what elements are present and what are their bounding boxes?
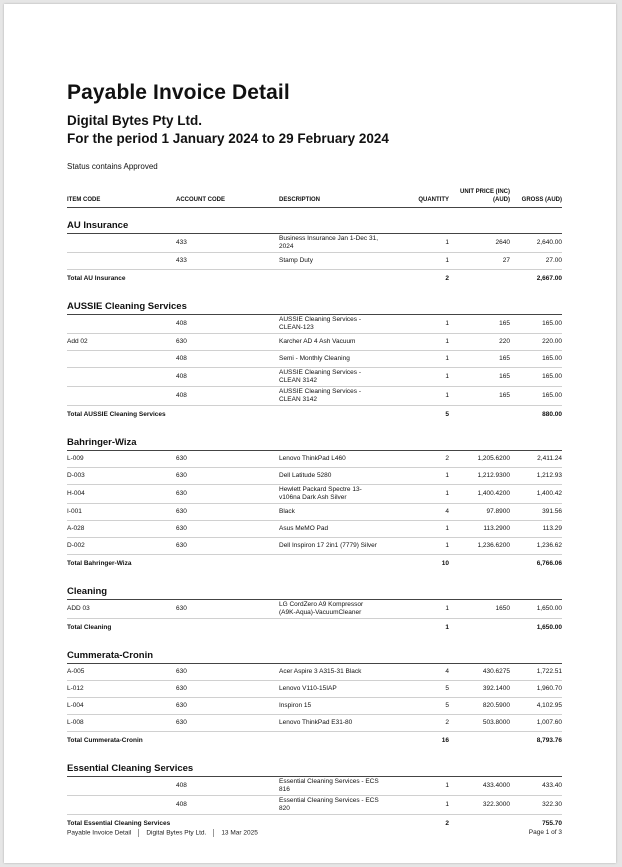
gross-cell: 322.30 [510, 796, 562, 815]
report-title: Payable Invoice Detail [67, 81, 290, 104]
group-header-row [67, 574, 562, 600]
quantity-cell: 2 [389, 715, 449, 732]
gross-cell: 2,411.24 [510, 451, 562, 468]
group-total-label: Total AUSSIE Cleaning Services [67, 411, 166, 418]
description-cell: Lenovo ThinkPad L460 [279, 451, 389, 468]
account-code-cell: 408 [176, 351, 279, 368]
quantity-cell: 1 [389, 387, 449, 406]
report-period: For the period 1 January 2024 to 29 February 2024 [67, 131, 389, 146]
item-code-cell: L-012 [67, 681, 176, 698]
group-name: Cleaning [67, 574, 562, 600]
item-code-cell [67, 253, 176, 270]
gross-cell: 165.00 [510, 315, 562, 334]
unit-price-cell: 165 [449, 368, 510, 387]
invoice-table [67, 189, 562, 834]
table-row [67, 368, 562, 387]
group-total-label: Total Cleaning [67, 624, 112, 631]
group-total-gross: 1,650.00 [536, 624, 562, 631]
account-code-cell: 630 [176, 715, 279, 732]
gross-cell: 165.00 [510, 351, 562, 368]
gross-cell: 1,960.70 [510, 681, 562, 698]
quantity-cell: 4 [389, 504, 449, 521]
item-code-cell [67, 351, 176, 368]
footer-organisation: Digital Bytes Pty Ltd. [146, 829, 207, 837]
item-code-cell: L-004 [67, 698, 176, 715]
table-row [67, 664, 562, 681]
gross-cell: 1,007.60 [510, 715, 562, 732]
item-code-cell: Add 02 [67, 334, 176, 351]
description-cell: Inspiron 15 [279, 698, 389, 715]
group-header-row [67, 425, 562, 451]
account-code-cell: 630 [176, 681, 279, 698]
unit-price-cell: 113.2900 [449, 521, 510, 538]
group-total-row [67, 732, 562, 752]
unit-price-cell: 503.8000 [449, 715, 510, 732]
item-code-cell: D-002 [67, 538, 176, 555]
table-row [67, 796, 562, 815]
table-row [67, 315, 562, 334]
organisation-name: Digital Bytes Pty Ltd. [67, 113, 203, 128]
account-code-cell: 630 [176, 600, 279, 619]
account-code-cell: 408 [176, 387, 279, 406]
group-total-spacer [449, 406, 510, 426]
group-name: AUSSIE Cleaning Services [67, 289, 562, 315]
group-total-quantity: 16 [441, 737, 449, 744]
table-row [67, 234, 562, 253]
gross-cell: 433.40 [510, 777, 562, 796]
table-row [67, 504, 562, 521]
item-code-cell [67, 777, 176, 796]
unit-price-cell: 392.1400 [449, 681, 510, 698]
gross-cell: 1,722.51 [510, 664, 562, 681]
group-total-spacer [449, 270, 510, 290]
item-code-cell: ADD 03 [67, 600, 176, 619]
item-code-cell [67, 368, 176, 387]
group-total-gross: 755.70 [542, 820, 562, 827]
group-total-gross: 6,766.06 [536, 560, 562, 567]
description-cell: Hewlett Packard Spectre 13-v106na Dark Ash Silver [279, 485, 389, 504]
group-total-quantity: 2 [445, 275, 449, 282]
item-code-cell [67, 387, 176, 406]
unit-price-cell: 2640 [449, 234, 510, 253]
description-cell: Essential Cleaning Services - ECS 816 [279, 777, 389, 796]
unit-price-cell: 322.3000 [449, 796, 510, 815]
group-total-quantity: 10 [441, 560, 449, 567]
unit-price-cell: 27 [449, 253, 510, 270]
table-row [67, 715, 562, 732]
quantity-cell: 1 [389, 538, 449, 555]
group-total-row [67, 619, 562, 639]
account-code-cell: 630 [176, 664, 279, 681]
account-code-cell: 630 [176, 451, 279, 468]
description-cell: Essential Cleaning Services - ECS 820 [279, 796, 389, 815]
table-row [67, 521, 562, 538]
quantity-cell: 1 [389, 777, 449, 796]
description-cell: Asus MeMO Pad [279, 521, 389, 538]
group-name: Essential Cleaning Services [67, 751, 562, 777]
unit-price-cell: 430.6275 [449, 664, 510, 681]
description-cell: Acer Aspire 3 A315-31 Black [279, 664, 389, 681]
footer-divider [213, 829, 214, 837]
gross-cell: 4,102.95 [510, 698, 562, 715]
quantity-cell: 1 [389, 796, 449, 815]
item-code-cell: D-003 [67, 468, 176, 485]
group-header-row [67, 208, 562, 234]
item-code-cell [67, 796, 176, 815]
account-code-cell: 433 [176, 234, 279, 253]
account-code-cell: 408 [176, 315, 279, 334]
gross-cell: 165.00 [510, 387, 562, 406]
table-row [67, 351, 562, 368]
col-description: DESCRIPTION [279, 189, 389, 208]
account-code-cell: 408 [176, 796, 279, 815]
description-cell: AUSSIE Cleaning Services - CLEAN-123 [279, 315, 389, 334]
account-code-cell: 630 [176, 538, 279, 555]
table-row [67, 485, 562, 504]
table-row [67, 451, 562, 468]
group-total-spacer [449, 619, 510, 639]
quantity-cell: 1 [389, 234, 449, 253]
account-code-cell: 630 [176, 485, 279, 504]
table-row [67, 600, 562, 619]
quantity-cell: 5 [389, 698, 449, 715]
item-code-cell: I-001 [67, 504, 176, 521]
group-total-row [67, 406, 562, 426]
unit-price-cell: 165 [449, 351, 510, 368]
group-total-quantity: 1 [445, 624, 449, 631]
group-total-label: Total AU Insurance [67, 275, 126, 282]
item-code-cell: A-005 [67, 664, 176, 681]
group-total-label: Total Essential Cleaning Services [67, 820, 171, 827]
account-code-cell: 630 [176, 468, 279, 485]
report-page [4, 4, 616, 863]
quantity-cell: 4 [389, 664, 449, 681]
group-total-label: Total Cummerata-Cronin [67, 737, 143, 744]
group-total-gross: 8,793.76 [536, 737, 562, 744]
group-header-row [67, 638, 562, 664]
gross-cell: 113.29 [510, 521, 562, 538]
footer-divider [138, 829, 139, 837]
unit-price-cell: 1,236.6200 [449, 538, 510, 555]
item-code-cell: L-008 [67, 715, 176, 732]
status-filter: Status contains Approved [67, 162, 158, 171]
quantity-cell: 5 [389, 681, 449, 698]
group-name: AU Insurance [67, 208, 562, 234]
group-header-row [67, 289, 562, 315]
col-item-code: ITEM CODE [67, 189, 176, 208]
table-row [67, 777, 562, 796]
unit-price-cell: 1,212.9300 [449, 468, 510, 485]
group-total-gross: 880.00 [542, 411, 562, 418]
unit-price-cell: 1,205.6200 [449, 451, 510, 468]
account-code-cell: 408 [176, 777, 279, 796]
item-code-cell: L-009 [67, 451, 176, 468]
table-body [67, 208, 562, 835]
group-total-spacer [449, 555, 510, 575]
table-header-row [67, 189, 562, 208]
table-row [67, 334, 562, 351]
description-cell: AUSSIE Cleaning Services - CLEAN 3142 [279, 387, 389, 406]
quantity-cell: 1 [389, 351, 449, 368]
account-code-cell: 408 [176, 368, 279, 387]
quantity-cell: 1 [389, 368, 449, 387]
group-total-quantity: 2 [445, 820, 449, 827]
group-header-row [67, 751, 562, 777]
col-account-code: ACCOUNT CODE [176, 189, 279, 208]
description-cell: Black [279, 504, 389, 521]
description-cell: LG CordZero A9 Kompressor (A9K-Aqua)-VacuumCleaner [279, 600, 389, 619]
account-code-cell: 630 [176, 334, 279, 351]
description-cell: Dell Inspiron 17 2in1 (7779) Silver [279, 538, 389, 555]
account-code-cell: 630 [176, 521, 279, 538]
quantity-cell: 1 [389, 468, 449, 485]
gross-cell: 1,212.93 [510, 468, 562, 485]
table-row [67, 681, 562, 698]
unit-price-cell: 97.8900 [449, 504, 510, 521]
quantity-cell: 2 [389, 451, 449, 468]
group-total-gross: 2,667.00 [536, 275, 562, 282]
gross-cell: 220.00 [510, 334, 562, 351]
quantity-cell: 1 [389, 315, 449, 334]
description-cell: Business Insurance Jan 1-Dec 31, 2024 [279, 234, 389, 253]
unit-price-cell: 165 [449, 315, 510, 334]
item-code-cell: A-028 [67, 521, 176, 538]
unit-price-cell: 1,400.4200 [449, 485, 510, 504]
gross-cell: 2,640.00 [510, 234, 562, 253]
description-cell: Stamp Duty [279, 253, 389, 270]
group-total-quantity: 5 [445, 411, 449, 418]
gross-cell: 391.56 [510, 504, 562, 521]
gross-cell: 1,650.00 [510, 600, 562, 619]
table-row [67, 468, 562, 485]
description-cell: AUSSIE Cleaning Services - CLEAN 3142 [279, 368, 389, 387]
unit-price-cell: 820.5900 [449, 698, 510, 715]
group-name: Bahringer-Wiza [67, 425, 562, 451]
description-cell: Dell Latitude 5280 [279, 468, 389, 485]
footer-report-name: Payable Invoice Detail [67, 829, 132, 837]
unit-price-cell: 433.4000 [449, 777, 510, 796]
quantity-cell: 1 [389, 334, 449, 351]
description-cell: Semi - Monthly Cleaning [279, 351, 389, 368]
group-name: Cummerata-Cronin [67, 638, 562, 664]
col-quantity: QUANTITY [389, 189, 449, 208]
unit-price-cell: 220 [449, 334, 510, 351]
quantity-cell: 1 [389, 485, 449, 504]
description-cell: Karcher AD 4 Ash Vacuum [279, 334, 389, 351]
gross-cell: 1,236.62 [510, 538, 562, 555]
gross-cell: 27.00 [510, 253, 562, 270]
item-code-cell [67, 234, 176, 253]
group-total-row [67, 555, 562, 575]
item-code-cell [67, 315, 176, 334]
item-code-cell: H-004 [67, 485, 176, 504]
description-cell: Lenovo V110-15IAP [279, 681, 389, 698]
table-row [67, 698, 562, 715]
gross-cell: 165.00 [510, 368, 562, 387]
quantity-cell: 1 [389, 521, 449, 538]
page-number: Page 1 of 3 [528, 829, 562, 836]
account-code-cell: 630 [176, 698, 279, 715]
unit-price-cell: 165 [449, 387, 510, 406]
group-total-label: Total Bahringer-Wiza [67, 560, 132, 567]
col-unit-price: UNIT PRICE (INC) (AUD) [449, 189, 510, 208]
table-row [67, 253, 562, 270]
group-total-row [67, 270, 562, 290]
quantity-cell: 1 [389, 600, 449, 619]
account-code-cell: 433 [176, 253, 279, 270]
description-cell: Lenovo ThinkPad E31-80 [279, 715, 389, 732]
group-total-spacer [449, 732, 510, 752]
account-code-cell: 630 [176, 504, 279, 521]
quantity-cell: 1 [389, 253, 449, 270]
report-content [67, 80, 562, 834]
footer-date: 13 Mar 2025 [221, 829, 258, 837]
table-row [67, 538, 562, 555]
table-row [67, 387, 562, 406]
col-gross: GROSS (AUD) [510, 189, 562, 208]
page-footer [67, 829, 562, 837]
gross-cell: 1,400.42 [510, 485, 562, 504]
unit-price-cell: 1650 [449, 600, 510, 619]
